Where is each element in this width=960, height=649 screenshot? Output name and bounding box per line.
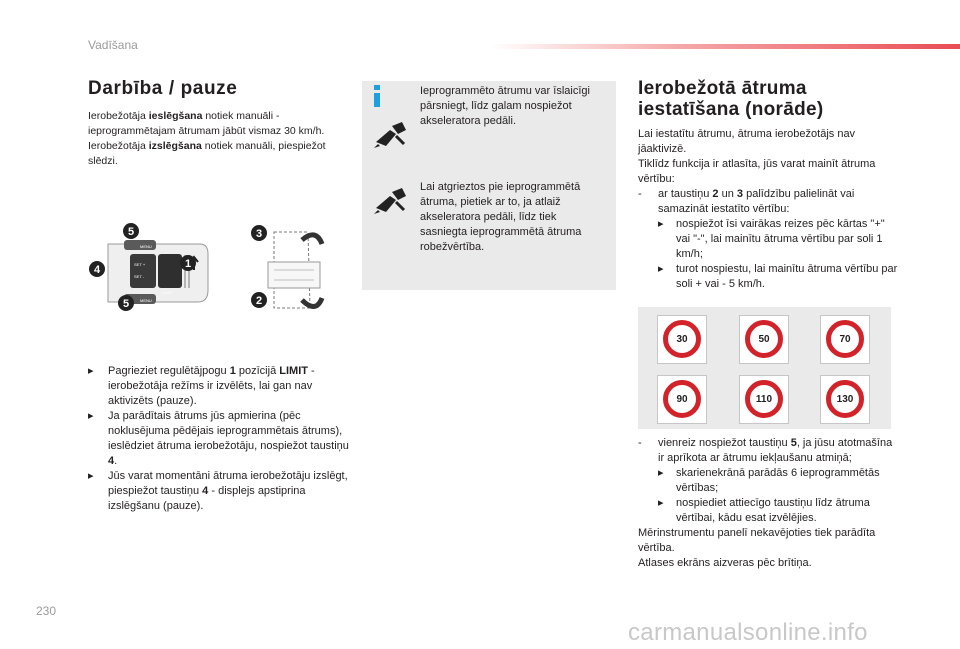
watermark: carmanualsonline.info (628, 619, 868, 646)
sub-item-3: ▸ skarienekrānā parādās 6 ieprogrammētās vērtības; (658, 467, 880, 494)
bullet-item-1: ▸ Pagrieziet regulētājpogu 1 pozīcijā LIMIT - ierobežotāja režīms ir izvēlēts, lai gan nav aktivizēts (pauze). (88, 365, 315, 407)
svg-text:5: 5 (122, 298, 130, 310)
speed-sign-icon: 30 (663, 320, 701, 358)
dash-marker: - (638, 188, 642, 200)
intro-paragraph: Ierobežotāja ieslēgšana notiek manuāli - ieprogrammētajam ātrumam jābūt vismaz 30 km/h. Ierobežotāja izslēgšana notiek manuāli, piespiežot slēdzi. (88, 110, 326, 167)
speed-sign-icon: 130 (826, 380, 864, 418)
callout-1 (180, 255, 196, 271)
bullet-marker-icon: ▸ (658, 497, 664, 509)
paragraph-3: Mērinstrumentu panelī nekavējoties tiek parādīta vērtība. (638, 527, 876, 554)
bullet-item-2: ▸ Ja parādītais ātrums jūs apmierina (pēc noklusējuma pēdējais ieprogrammētais ātrums), ieslēdziet ātruma ierobežotāju, nospiežot taustiņu 4. (88, 410, 349, 467)
heading-operation-pause: Darbība / pauze (88, 78, 238, 99)
speed-presets-panel (638, 307, 891, 429)
speed-adjust-stalk (268, 232, 322, 308)
callout-5-bottom (118, 295, 134, 311)
dash-item-2: - vienreiz nospiežot taustiņu 5, ja jūsu atotmašīna ir aprīkota ar ātrumu iekļaušanu atmiņā; (638, 437, 893, 464)
setting-instructions (638, 127, 900, 292)
paragraph-4: Atlases ekrāns aizveras pēc brītiņa. (638, 557, 812, 569)
bullet-marker-icon: ▸ (88, 365, 94, 377)
preset-card-90[interactable] (657, 375, 707, 424)
heading-setting-limit (638, 78, 878, 120)
header-accent-bar (490, 44, 960, 49)
info-text-exceed: Ieprogrammēto ātrumu var īslaicīgi pārsniegt, līdz galam nospiežot akseleratora pedāli. (420, 85, 590, 127)
sub-item-4: ▸ nospiediet attiecīgo taustiņu līdz ātruma vērtībai, kādu esat izvēlējies. (658, 497, 870, 524)
heading-line-2: iestatīšana (norāde) (638, 99, 824, 120)
bullet-marker-icon: ▸ (88, 410, 94, 422)
menu-label-bottom: MENU (140, 298, 152, 303)
speed-sign-icon: 90 (663, 380, 701, 418)
dash-marker: - (638, 437, 642, 449)
bullet-marker-icon: ▸ (658, 218, 664, 230)
page-number: 230 (36, 604, 57, 618)
set-minus-label: SET - (134, 274, 145, 279)
speed-sign-icon: 110 (745, 380, 783, 418)
foot-press-pedal-icon (372, 120, 408, 150)
preset-card-110[interactable] (739, 375, 789, 424)
callout-5-top (123, 223, 139, 239)
preset-card-50[interactable] (739, 315, 789, 364)
steering-control-illustration (88, 222, 350, 318)
bullet-marker-icon: ▸ (658, 263, 664, 275)
sub-item-1: ▸ nospiežot īsi vairākas reizes pēc kārtas "+" vai "-", lai mainītu ātruma vērtību par soli 1 km/h; (658, 218, 885, 260)
bullet-marker-icon: ▸ (88, 470, 94, 482)
speed-sign-icon: 50 (745, 320, 783, 358)
callout-3 (251, 225, 267, 241)
instruction-bullets (88, 364, 350, 514)
info-text-return: Lai atgrieztos pie ieprogrammētā ātruma, pietiek ar to, ja atlaiž akseleratora pedāli, līdz tiek sasniegta ieprogrammētā ātruma robežvērtība. (420, 181, 582, 253)
svg-text:2: 2 (255, 295, 263, 307)
callout-4 (89, 261, 105, 277)
dash-item-1: - ar taustiņu 2 un 3 palīdzību palielināt vai samazināt iestatīto vērtību: (638, 188, 855, 215)
svg-text:5: 5 (127, 226, 135, 238)
limiter-stalk (108, 240, 208, 304)
sub-item-2: ▸ turot nospiestu, lai mainītu ātruma vērtību par soli + vai - 5 km/h. (658, 263, 898, 290)
preset-card-30[interactable] (657, 315, 707, 364)
info-icon (371, 85, 383, 107)
svg-text:1: 1 (184, 258, 192, 270)
memory-instructions (638, 436, 900, 571)
paragraph-1: Lai iestatītu ātrumu, ātruma ierobežotājs nav jāaktivizē. (638, 128, 856, 155)
speed-sign-icon: 70 (826, 320, 864, 358)
menu-label-top: MENU (140, 244, 152, 249)
section-title: Vadīšana (88, 38, 138, 52)
svg-text:4: 4 (93, 264, 101, 276)
paragraph-2: Tiklīdz funkcija ir atlasīta, jūs varat mainīt ātruma vērtību: (638, 158, 876, 185)
callout-2 (251, 292, 267, 308)
set-plus-label: SET + (134, 262, 146, 267)
limit-label: LIMIT (162, 290, 173, 295)
bullet-marker-icon: ▸ (658, 467, 664, 479)
bullet-item-3: ▸ Jūs varat momentāni ātruma ierobežotāju izslēgt, piespiežot taustiņu 4 - displejs apstiprina izslēgšanu (pauze). (88, 470, 348, 512)
preset-card-70[interactable] (820, 315, 870, 364)
preset-card-130[interactable] (820, 375, 870, 424)
svg-text:3: 3 (255, 228, 263, 240)
foot-release-pedal-icon (372, 186, 408, 216)
heading-line-1: Ierobežotā ātruma (638, 78, 807, 99)
